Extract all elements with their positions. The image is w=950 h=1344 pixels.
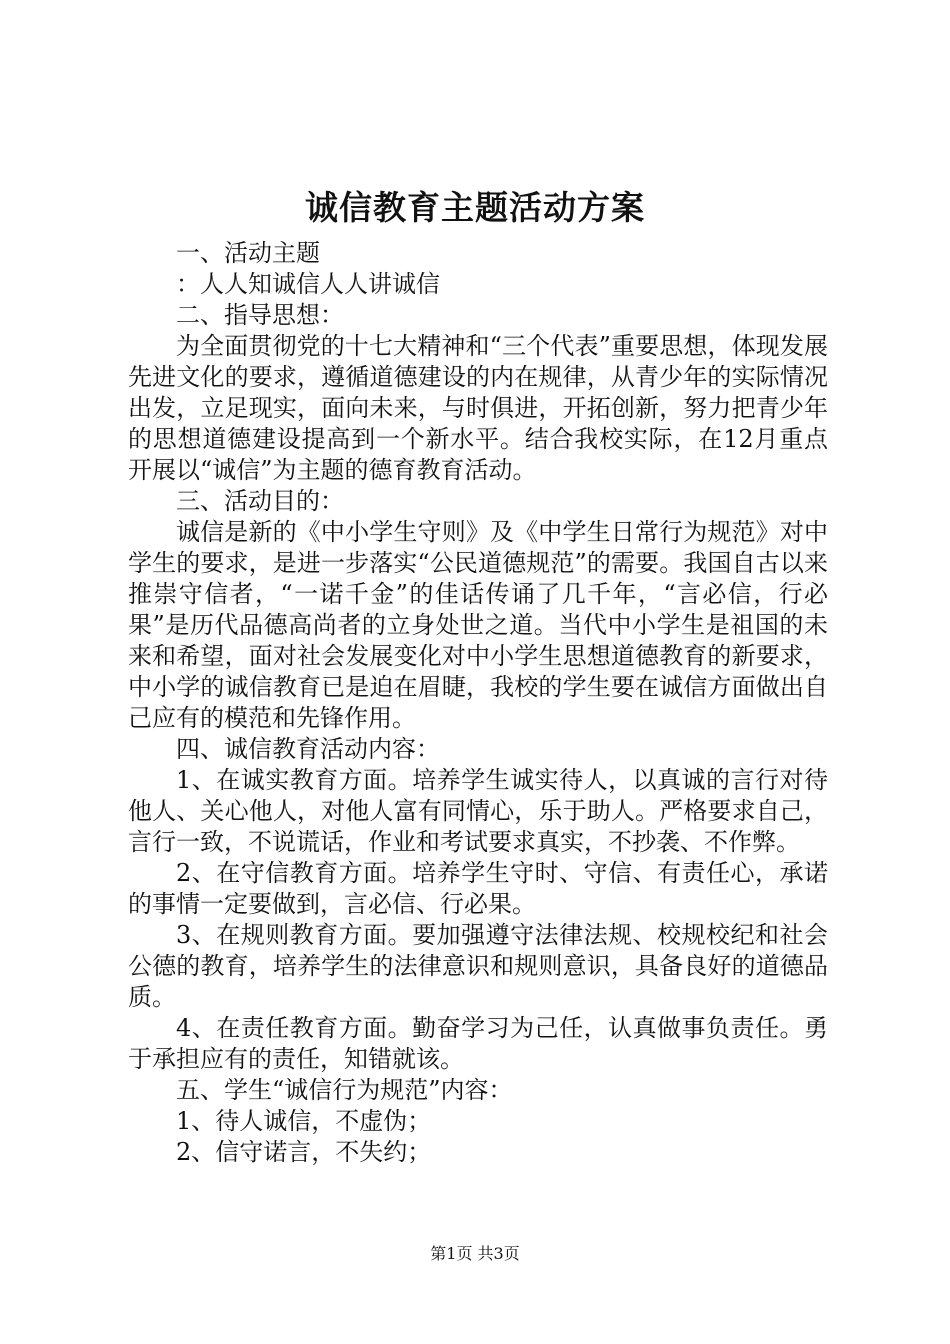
list-item-norm-1: 1、待人诚信，不虚伪； <box>176 1107 432 1135</box>
list-item-norm-2: 2、信守诺言，不失约； <box>176 1138 432 1166</box>
paragraph-honesty-education: 1、在诚实教育方面。培养学生诚实待人，以真诚的言行对待他人、关心他人，对他人富有同情心，乐于助人。严格要求自己，言行一致，不说谎话，作业和考试要求真实，不抄袭、不作弊。 <box>128 766 828 856</box>
heading-activity-theme: 一、活动主题 <box>176 239 320 267</box>
page-footer: 第1页 共3页 <box>430 1244 520 1263</box>
paragraph-trust-education: 2、在守信教育方面。培养学生守时、守信、有责任心，承诺的事情一定要做到，言必信、行必果。 <box>128 859 828 918</box>
paragraph-theme-text: ：人人知诚信人人讲诚信 <box>176 270 440 298</box>
heading-behavior-norms: 五、学生“诚信行为规范”内容： <box>176 1076 513 1104</box>
paragraph-rules-education: 3、在规则教育方面。要加强遵守法律法规、校规校纪和社会公德的教育，培养学生的法律意识和规则意识，具备良好的道德品质。 <box>128 921 828 1011</box>
paragraph-responsibility-education: 4、在责任教育方面。勤奋学习为己任，认真做事负责任。勇于承担应有的责任，知错就该。 <box>128 1014 828 1073</box>
document-body <box>128 238 828 1168</box>
heading-guiding-ideology: 二、指导思想： <box>176 301 344 329</box>
paragraph-guiding-ideology: 为全面贯彻党的十七大精神和“三个代表”重要思想，体现发展先进文化的要求，遵循道德建设的内在规律，从青少年的实际情况出发，立足现实，面向未来，与时俱进，开拓创新，努力把青少年的思想道德建设提高到一个新水平。结合我校实际，在12月重点开展以“诚信”为主题的德育教育活动。 <box>128 332 828 484</box>
document-title: 诚信教育主题活动方案 <box>305 188 645 227</box>
paragraph-activity-purpose: 诚信是新的《中小学生守则》及《中学生日常行为规范》对中学生的要求，是进一步落实“公民道德规范”的需要。我国自古以来推崇守信者，“一诺千金”的佳话传诵了几千年，“言必信，行必果”是历代品德高尚者的立身处世之道。当代中小学生是祖国的未来和希望，面对社会发展变化对中小学生思想道德教育的新要求，中小学的诚信教育已是迫在眉睫，我校的学生要在诚信方面做出自己应有的模范和先锋作用。 <box>128 518 828 732</box>
heading-activity-content: 四、诚信教育活动内容： <box>176 735 440 763</box>
heading-activity-purpose: 三、活动目的： <box>176 487 344 515</box>
